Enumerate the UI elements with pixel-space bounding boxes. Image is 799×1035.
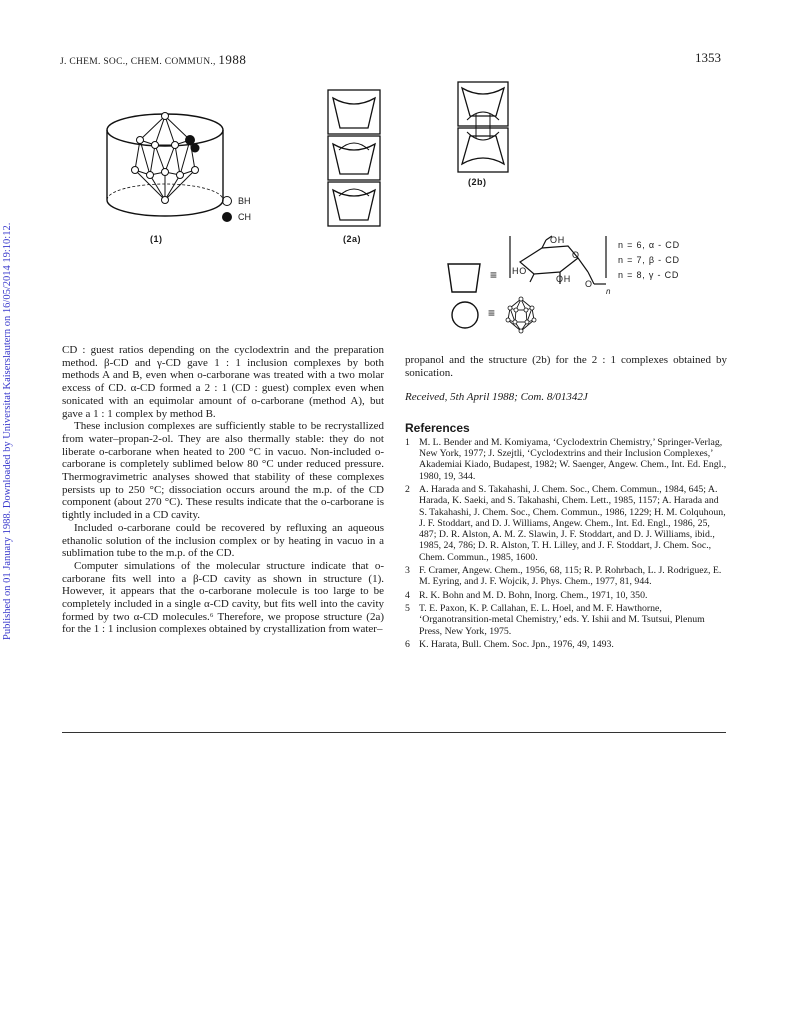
cd-alpha-line: n = 6, α - CD xyxy=(618,240,680,250)
paragraph-4: Computer simulations of the molecular structure indicate that o-carborane fits well into a β-CD cavity as shown in structure (1). However, it appears that the o-carborane molecule is too large to be completely included in a single α-CD cavity, but fits well into the cavity formed by two α-CD molecules.⁶ Therefore, we propose structure (2a) for the 1 : 1 inclusion complexes obtained by crystallization from water– xyxy=(62,559,384,636)
cd-gamma-line: n = 8, γ - CD xyxy=(618,270,680,280)
equiv-sign-2: ≡ xyxy=(488,306,496,320)
glucose-n-subscript: n xyxy=(606,287,612,296)
running-head xyxy=(60,52,246,68)
download-stamp: Published on 01 January 1988. Downloaded by Universitat Kaiserslautern on 16/05/2014 19:10:12. xyxy=(2,222,13,640)
structure-1-drawing xyxy=(95,100,235,232)
journal-year: 1988 xyxy=(218,52,247,67)
journal-name: J. CHEM. SOC., CHEM. COMMUN., xyxy=(60,57,216,67)
reference-item: 1 M. L. Bender and M. Komiyama, ‘Cyclodextrin Chemistry,’ Springer-Verlag, New York, 1977; J. Szejtli, ‘Cyclodextrins and their Inclusion Complexes,’ Akademiai Kiado, Budapest, 1982; W. Saenger, Angew. Chem., Int. Ed. Engl., 1980, 19, 344. xyxy=(405,436,727,482)
reference-item: 5 T. E. Paxon, K. P. Callahan, E. L. Hoel, and M. F. Hawthorne, ‘Organotransition-metal Chemistry,’ eds. Y. Ishii and M. Tsutsui, Plenum Press, New York, 1975. xyxy=(405,602,705,637)
glucose-o-link: O xyxy=(585,279,593,289)
structure-2b-drawing xyxy=(455,80,511,176)
paragraph-continuation: propanol and the structure (2b) for the 2 : 1 complexes obtained by sonication. xyxy=(405,354,727,379)
structure-2a-label: (2a) xyxy=(343,234,362,244)
glucose-oh-top: OH xyxy=(550,235,566,245)
legend-ch: CH xyxy=(222,212,251,222)
glucose-oh-bottom: OH xyxy=(556,274,572,284)
bottom-rule xyxy=(62,732,726,733)
reference-item: 3 F. Cramer, Angew. Chem., 1956, 68, 115; R. P. Rohrbach, L. J. Rodriguez, E. M. Eyring, and J. F. Wojcik, J. Phys. Chem., 1977, 81, 944. xyxy=(405,565,722,588)
reference-item: 6 K. Harata, Bull. Chem. Soc. Jpn., 1976, 49, 1493. xyxy=(405,638,614,650)
carborane-circle-symbol xyxy=(450,300,480,330)
legend-bh: BH xyxy=(222,196,251,206)
filled-circle-icon xyxy=(222,212,232,222)
equiv-sign-1: ≡ xyxy=(490,268,498,282)
reference-item: 4 R. K. Bohn and M. D. Bohn, Inorg. Chem., 1971, 10, 350. xyxy=(405,589,648,601)
paragraph-2: These inclusion complexes are sufficiently stable to be recrystallized from water–propan-2-ol. They are also thermally stable: they do not liberate o-carborane when heated to 200 °C in vacuo. Non-included o-carborane is completely sublimed below 80 °C under reduced pressure. Thermogravimetric analyses showed that stability of these complexes persists up to 250 °C; dissociation occurs around the m.p. of the CD component (about 270 °C). These results indicate that the o-carborane is tightly included in a CD cavity. xyxy=(62,420,384,522)
structure-1-label: (1) xyxy=(150,234,163,244)
references-heading: References xyxy=(405,421,470,436)
reference-item: 2 A. Harada and S. Takahashi, J. Chem. Soc., Chem. Commun., 1984, 645; A. Harada, K. Saeki, and S. Takahashi, Chem. Lett., 1985, 1157; A. Harada and S. Takahashi, J. Chem. Soc., Chem. Commun., 1986, 1229; H. M. Colquhoun, J. F. Stoddart, and D. J. Williams, Angew. Chem., Int. Ed. Engl., 1986, 25, 487; D. R. Alston, A. M. Z. Slawin, J. F. Stoddart, and D. J. Williams, ibid., 1985, 24, 786; D. R. Alston, T. H. Lilley, and J. F. Stoddart, J. Chem. Soc., Chem. Commun., 1985, 1600. xyxy=(405,484,726,563)
glucose-ho: HO xyxy=(512,266,528,276)
open-circle-icon xyxy=(222,196,232,206)
paragraph-3: Included o-carborane could be recovered by refluxing an aqueous ethanolic solution of the inclusion complex or by heating in vacuo in a sublimation tube to the m.p. of the CD. xyxy=(62,521,384,560)
paragraph-1: CD : guest ratios depending on the cyclodextrin and the preparation method. β-CD and γ-CD gave 1 : 1 inclusion complexes by both methods A and B, even when o-carborane was treated with a two molar excess of CD. α-CD formed a 2 : 1 (CD : guest) complex even when sonicated with an equimolar amount of o-carborane (method A), but gave a 1 : 1 complex by method B. xyxy=(62,344,384,420)
cd-beta-line: n = 7, β - CD xyxy=(618,255,680,265)
cd-cone-symbol xyxy=(446,260,482,296)
right-column xyxy=(405,354,727,650)
structure-2a-drawing xyxy=(325,88,383,238)
glucose-ring-o: O xyxy=(572,250,580,260)
left-column xyxy=(62,344,384,636)
carborane-cage-drawing xyxy=(502,296,540,334)
received-line: Received, 5th April 1988; Com. 8/01342J xyxy=(405,391,588,404)
page-number: 1353 xyxy=(695,50,721,65)
structure-2b-label: (2b) xyxy=(468,177,487,187)
